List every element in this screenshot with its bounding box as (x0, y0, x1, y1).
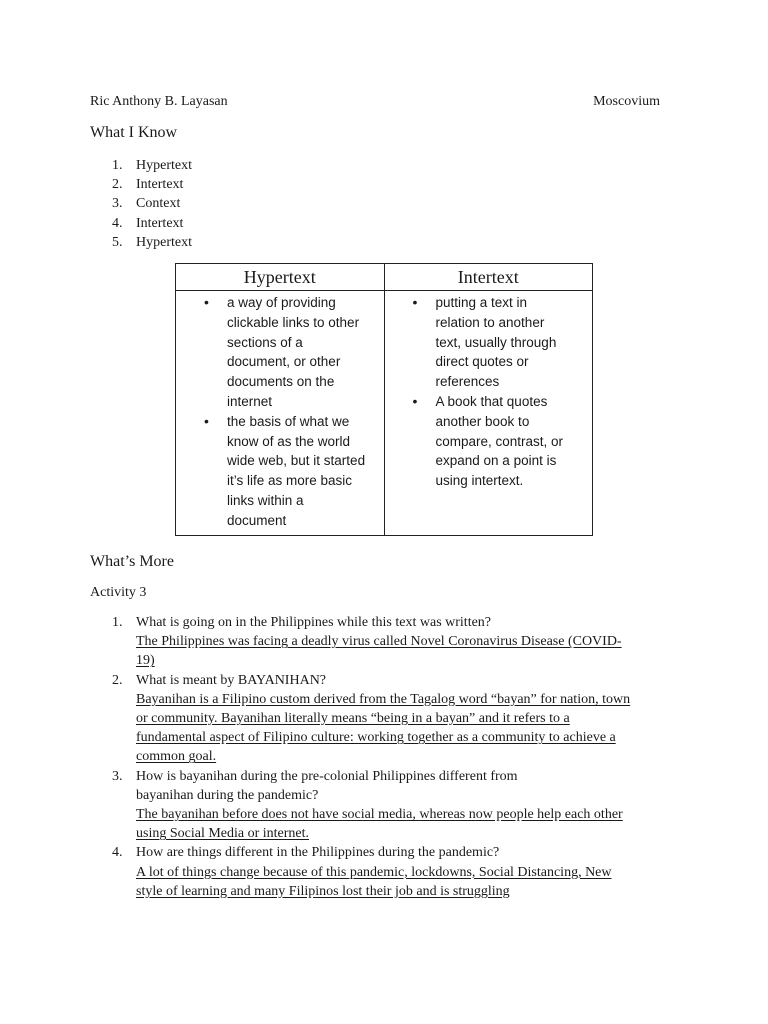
list-item: 1. Hypertext (112, 158, 192, 173)
what-i-know-list (90, 156, 192, 252)
list-item: 5. Hypertext (112, 234, 192, 250)
intertext-point: • putting a text in relation to another text, usually through direct quotes or references (385, 293, 593, 392)
list-item: 3. Context (112, 196, 181, 212)
answer-text: style of learning and many Filipinos lost their job and is struggling (136, 883, 510, 899)
answer-text: The Philippines was facing a deadly virus called Novel Coronavirus Disease (COVID- (136, 634, 622, 650)
section-name: Moscovium (593, 94, 660, 109)
answer-text: or community. Bayanihan literally means “being in a bayan” and it refers to a (136, 711, 570, 727)
table-header-intertext: Intertext (384, 264, 593, 291)
question-item: 1. What is going on in the Philippines while this text was written? The Philippines was facing a deadly virus called Novel Coronavirus Disease (COVID- 19) (90, 613, 670, 671)
intertext-point: • A book that quotes another book to compare, contrast, or expand on a point is using intertext. (385, 392, 593, 491)
activity-label: Activity 3 (90, 585, 147, 600)
hypertext-point: • the basis of what we know of as the world wide web, but it started it’s life as more basic links within a document (176, 412, 384, 531)
answer-text: 19) (136, 653, 155, 669)
question-item: 2. What is meant by BAYANIHAN? Bayanihan is a Filipino custom derived from the Tagalog word “bayan” for nation, town or community. Bayanihan literally means “being in a bayan” and it refers to a fundamental aspect of Filipino culture: working together as a community to achieve a common goal. (90, 671, 670, 767)
list-item: 2. Intertext (112, 177, 184, 193)
question-text: What is meant by BAYANIHAN? (136, 672, 327, 688)
hypertext-point: • a way of providing clickable links to other sections of a document, or other documents on the internet (176, 293, 384, 412)
answer-text: Bayanihan is a Filipino custom derived from the Tagalog word “bayan” for nation, town (136, 691, 631, 707)
question-text: How is bayanihan during the pre-colonial Philippines different from (136, 768, 518, 784)
what-i-know-heading: What I Know (90, 124, 178, 141)
intertext-cell (384, 291, 593, 536)
student-name: Ric Anthony B. Layasan (90, 94, 228, 109)
answer-text: A lot of things change because of this pandemic, lockdowns, Social Distancing, New (136, 864, 612, 880)
table-header-hypertext: Hypertext (176, 264, 385, 291)
whats-more-heading: What’s More (90, 553, 174, 570)
question-item: 4. How are things different in the Philippines during the pandemic? A lot of things change because of this pandemic, lockdowns, Social Distancing, New style of learning and many Filipinos lost their job and is struggling (90, 843, 670, 901)
answer-text: using Social Media or internet. (136, 826, 310, 842)
comparison-table (175, 263, 593, 536)
question-text: How are things different in the Philippines during the pandemic? (136, 845, 500, 861)
hypertext-cell (176, 291, 385, 536)
activity-question-list (90, 613, 670, 901)
question-text: bayanihan during the pandemic? (136, 787, 319, 803)
answer-text: common goal. (136, 749, 217, 765)
list-item: 4. Intertext (112, 215, 184, 231)
answer-text: fundamental aspect of Filipino culture: working together as a community to achieve a (136, 730, 616, 746)
question-item: 3. How is bayanihan during the pre-colonial Philippines different from bayanihan during the pandemic? The bayanihan before does not have social media, whereas now people help each other using Social Media or internet. (90, 767, 670, 844)
answer-text: The bayanihan before does not have social media, whereas now people help each other (136, 807, 623, 823)
question-text: What is going on in the Philippines while this text was written? (136, 615, 492, 630)
document-header (90, 94, 660, 114)
